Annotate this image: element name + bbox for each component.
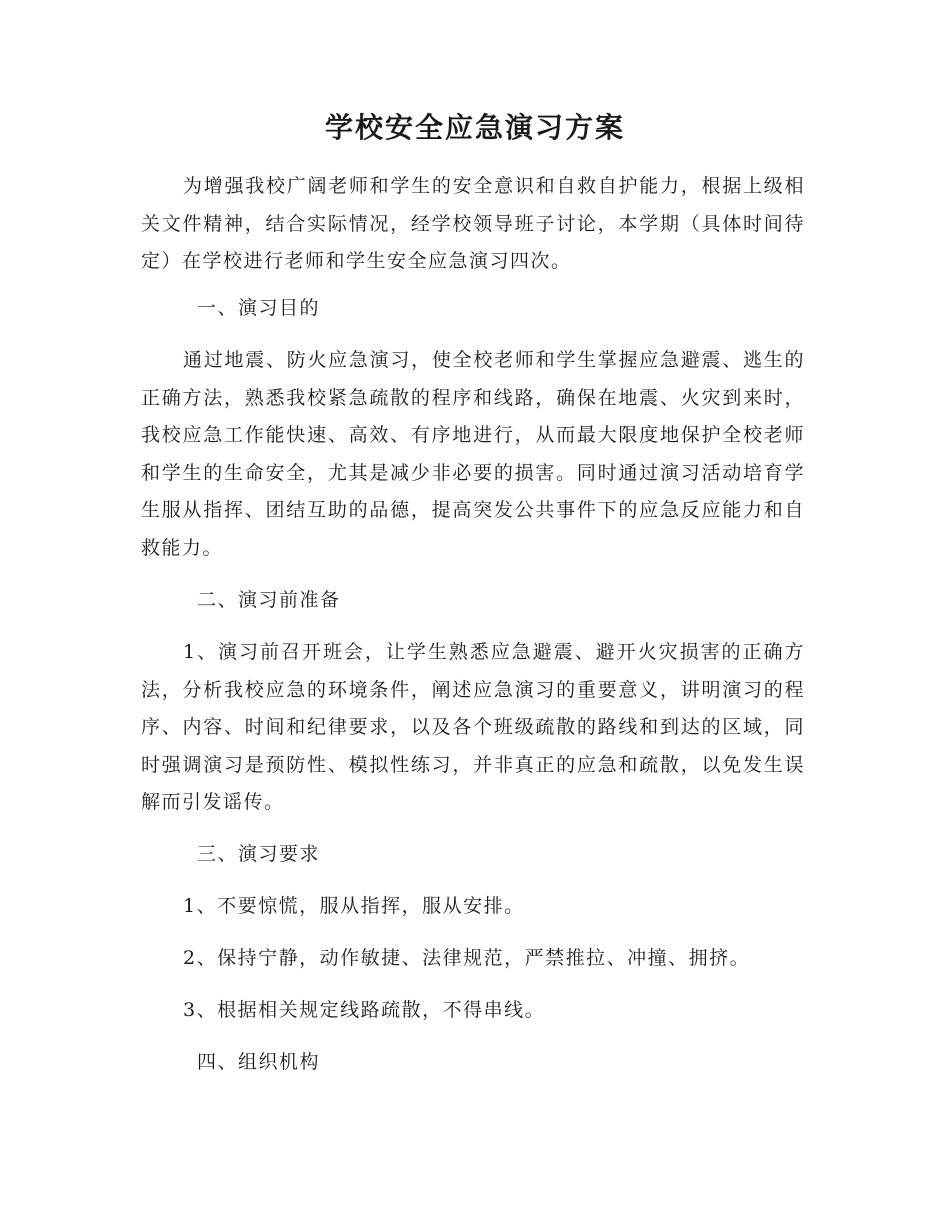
intro-paragraph: 为增强我校广阔老师和学生的安全意识和自救自护能力，根据上级相关文件精神，结合实际情况，经学校领导班子讨论，本学期（具体时间待定）在学校进行老师和学生安全应急演习四次。 [141,175,805,272]
section-heading-preparation: 二、演习前准备 [197,589,341,611]
preparation-paragraph: 1、演习前召开班会，让学生熟悉应急避震、避开火灾损害的正确方法，分析我校应急的环境条件，阐述应急演习的重要意义，讲明演习的程序、内容、时间和纪律要求，以及各个班级疏散的路线和到达的区域，同时强调演习是预防性、模拟性练习，并非真正的应急和疏散，以免发生误解而引发谣传。 [141,641,805,813]
section-heading-requirements: 三、演习要求 [197,843,321,865]
section-heading-organization: 四、组织机构 [197,1051,321,1073]
purpose-paragraph: 通过地震、防火应急演习，使全校老师和学生掌握应急避震、逃生的正确方法，熟悉我校紧急疏散的程序和线路，确保在地震、火灾到来时，我校应急工作能快速、高效、有序地进行，从而最大限度地保护全校老师和学生的生命安全，尤其是减少非必要的损害。同时通过演习活动培育学生服从指挥、团结互助的品德，提高突发公共事件下的应急反应能力和自救能力。 [141,349,805,559]
requirement-item: 2、保持宁静，动作敏捷、法律规范，严禁推拉、冲撞、拥挤。 [183,947,751,969]
requirement-item: 1、不要惊慌，服从指挥，服从安排。 [183,895,525,917]
section-heading-purpose: 一、演习目的 [197,297,321,319]
document-title: 学校安全应急演习方案 [324,111,625,144]
requirement-item: 3、根据相关规定线路疏散，不得串线。 [183,999,546,1021]
